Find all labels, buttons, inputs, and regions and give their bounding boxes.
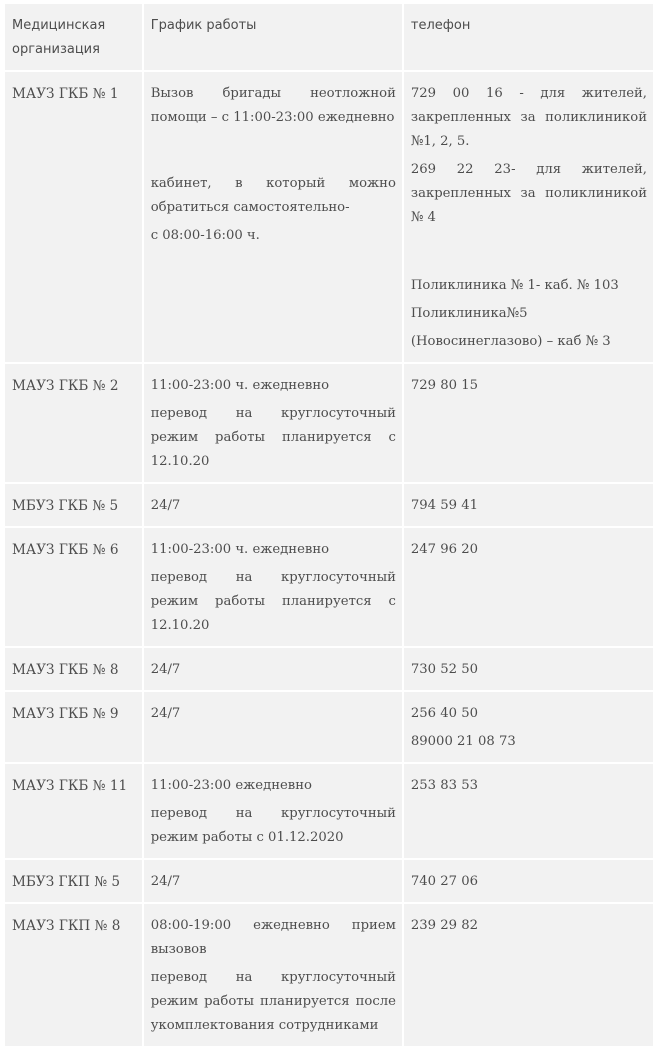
schedule-text: перевод на круглосуточный режим работы с 01.12.2020	[150, 806, 396, 845]
table-row	[5, 860, 653, 902]
org-cell: МАУЗ ГКБ № 6	[5, 528, 142, 646]
schedule-cell	[144, 648, 402, 690]
schedule-cell	[144, 72, 402, 362]
schedule-text: Вызов бригады неотложной помощи – с 11:00-23:00 ежедневно	[150, 86, 396, 125]
table-row	[5, 648, 653, 690]
phone-text: 740 27 06	[410, 874, 479, 889]
phone-cell	[404, 364, 653, 482]
schedule-text: 24/7	[150, 706, 181, 721]
schedule-text: 24/7	[150, 498, 181, 513]
schedule-cell	[144, 860, 402, 902]
schedule-text: 24/7	[150, 874, 181, 889]
phone-text: 253 83 53	[410, 778, 479, 793]
phone-cell	[404, 528, 653, 646]
table-row	[5, 528, 653, 646]
org-cell: МАУЗ ГКБ № 1	[5, 72, 142, 362]
table-row	[5, 904, 653, 1046]
phone-text: 239 29 82	[410, 918, 479, 933]
clinics-table	[3, 2, 655, 1048]
phone-cell	[404, 484, 653, 526]
table-row	[5, 764, 653, 858]
schedule-text: кабинет, в который можно обратиться самостоятельно-	[150, 176, 396, 215]
org-cell: МАУЗ ГКБ № 2	[5, 364, 142, 482]
header-phone: телефон	[404, 4, 653, 70]
phone-text: 89000 21 08 73	[410, 734, 516, 749]
schedule-text: перевод на круглосуточный режим работы планируется с 12.10.20	[150, 570, 396, 633]
org-cell: МАУЗ ГКБ № 9	[5, 692, 142, 762]
org-cell: МБУЗ ГКБ № 5	[5, 484, 142, 526]
schedule-text: перевод на круглосуточный режим работы планируется с 12.10.20	[150, 406, 396, 469]
table-row	[5, 484, 653, 526]
schedule-text: перевод на круглосуточный режим работы планируется после укомплектования сотрудниками	[150, 970, 396, 1033]
schedule-cell	[144, 764, 402, 858]
phone-text: 729 00 16 - для жителей, закрепленных за поликлиникой №1, 2, 5.	[410, 86, 647, 149]
schedule-cell	[144, 692, 402, 762]
schedule-cell	[144, 904, 402, 1046]
phone-text: 729 80 15	[410, 378, 479, 393]
org-cell: МАУЗ ГКБ № 8	[5, 648, 142, 690]
phone-text: 794 59 41	[410, 498, 479, 513]
org-cell: МБУЗ ГКП № 5	[5, 860, 142, 902]
phone-cell	[404, 764, 653, 858]
phone-cell	[404, 648, 653, 690]
header-organization: Медицинская организация	[5, 4, 142, 70]
phone-text: 247 96 20	[410, 542, 479, 557]
phone-cell	[404, 904, 653, 1046]
schedule-cell	[144, 364, 402, 482]
schedule-cell	[144, 484, 402, 526]
phone-text: Поликлиника № 1- каб. № 103	[410, 278, 619, 293]
schedule-text: с 08:00-16:00 ч.	[150, 228, 260, 243]
phone-cell	[404, 860, 653, 902]
table-row	[5, 364, 653, 482]
phone-text: (Новосинеглазово) – каб № 3	[410, 334, 611, 349]
phone-text: 256 40 50	[410, 706, 479, 721]
table-row	[5, 692, 653, 762]
schedule-text: 11:00-23:00 ч. ежедневно	[150, 542, 330, 557]
phone-text: 730 52 50	[410, 662, 479, 677]
org-cell: МАУЗ ГКБ № 11	[5, 764, 142, 858]
header-schedule: График работы	[144, 4, 402, 70]
schedule-cell	[144, 528, 402, 646]
schedule-text: 11:00-23:00 ежедневно	[150, 778, 312, 793]
schedule-text: 08:00-19:00 ежедневно прием вызовов	[150, 918, 396, 957]
table-row	[5, 72, 653, 362]
schedule-text: 11:00-23:00 ч. ежедневно	[150, 378, 330, 393]
phone-cell	[404, 692, 653, 762]
org-cell: МАУЗ ГКП № 8	[5, 904, 142, 1046]
phone-text: 269 22 23- для жителей, закрепленных за поликлиникой № 4	[410, 162, 647, 225]
schedule-text: 24/7	[150, 662, 181, 677]
phone-text: Поликлиника№5	[410, 306, 528, 321]
phone-cell	[404, 72, 653, 362]
header-row	[5, 4, 653, 70]
